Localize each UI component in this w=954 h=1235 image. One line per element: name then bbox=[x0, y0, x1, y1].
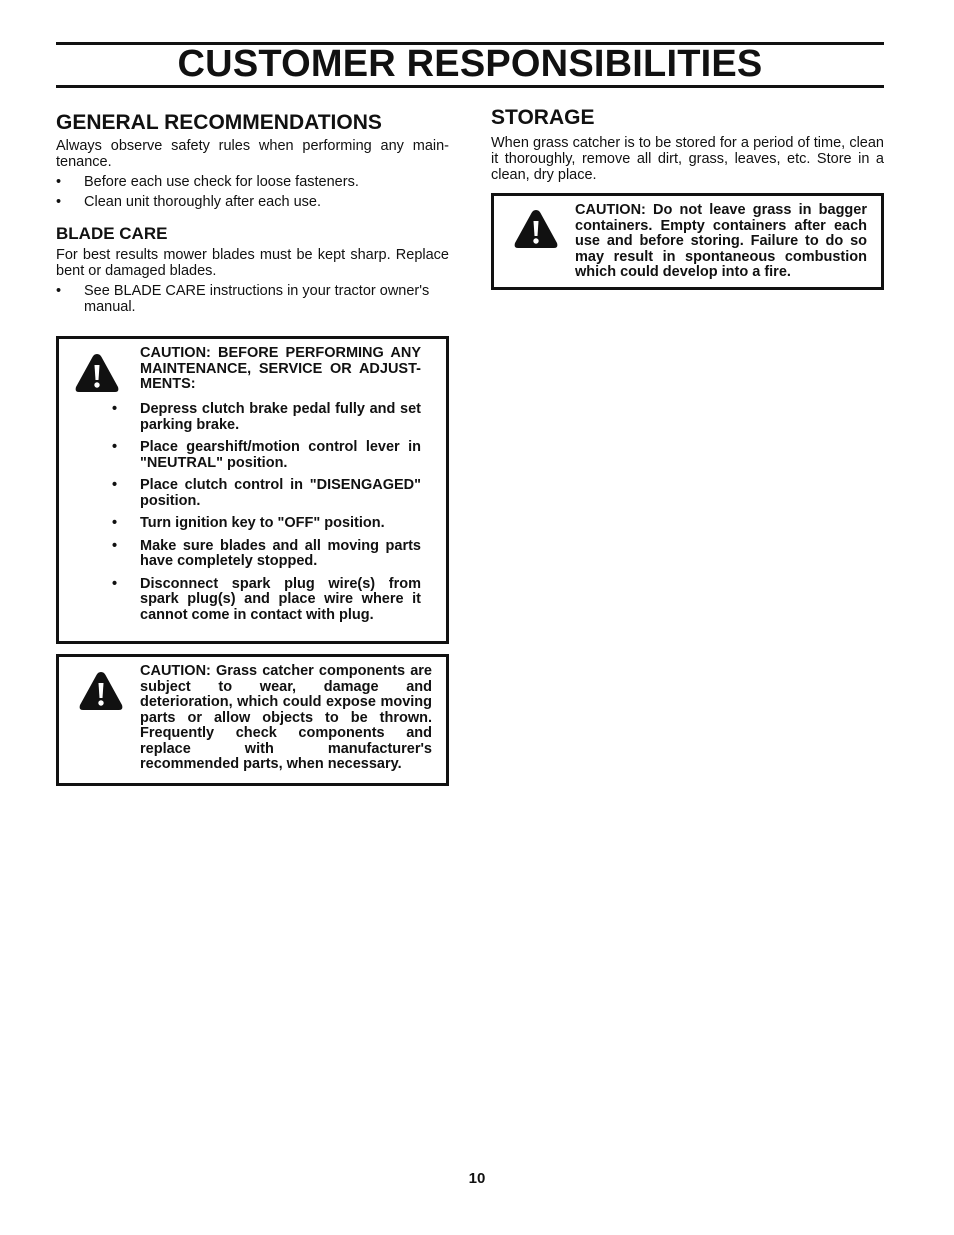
caution-heading: CAUTION: BEFORE PERFORMING ANY MAINTENANCE, SERVICE OR ADJUST-MENTS: bbox=[140, 345, 421, 392]
caution-text bbox=[575, 203, 867, 281]
caution-components-text: CAUTION: Grass catcher components are subject to wear, damage and deterioration, which could expose moving parts or allow objects to be thrown. Frequently check components and replace with manufacturer's recommended parts, when necessary. bbox=[140, 663, 432, 772]
caution-text bbox=[140, 664, 432, 773]
list-item: • Depress clutch brake pedal fully and set parking brake. bbox=[112, 401, 421, 433]
list-item: • Make sure blades and all moving parts have completely stopped. bbox=[112, 537, 421, 569]
warning-triangle-icon bbox=[78, 670, 124, 712]
list-item: • See BLADE CARE instructions in your tractor owner's manual. bbox=[56, 283, 430, 315]
list-item: • Turn ignition key to "OFF" position. bbox=[112, 515, 385, 531]
caution-list bbox=[112, 395, 421, 623]
list-item: • Before each use check for loose fasteners. bbox=[56, 174, 359, 190]
caution-text bbox=[140, 346, 421, 393]
caution-box-components bbox=[56, 654, 449, 786]
caution-box-maintenance bbox=[56, 336, 449, 644]
blade-care-bullets bbox=[56, 283, 449, 315]
general-recommendations-heading: GENERAL RECOMMENDATIONS bbox=[56, 111, 382, 134]
title-rule-bottom bbox=[56, 85, 884, 88]
general-bullets bbox=[56, 174, 449, 210]
caution-storage-text: CAUTION: Do not leave grass in bagger containers. Empty containers after each use and before storing. Failure to do so may result in spontaneous combustion which could develop into a fire. bbox=[575, 202, 867, 280]
page-title: CUSTOMER RESPONSIBILITIES bbox=[177, 43, 763, 85]
warning-triangle-icon bbox=[513, 208, 559, 250]
blade-care-heading: BLADE CARE bbox=[56, 224, 168, 243]
right-column bbox=[491, 105, 884, 183]
list-item: • Place clutch control in "DISENGAGED" position. bbox=[112, 477, 421, 509]
list-item: • Disconnect spark plug wire(s) from spark plug(s) and place wire where it cannot come in contact with plug. bbox=[112, 575, 421, 623]
page-number: 10 bbox=[468, 1170, 486, 1187]
list-item: • Clean unit thoroughly after each use. bbox=[56, 194, 321, 210]
caution-box-storage bbox=[491, 193, 884, 290]
blade-care-text: For best results mower blades must be kept sharp. Replace bent or damaged blades. bbox=[56, 247, 449, 279]
left-column bbox=[56, 110, 449, 315]
general-intro: Always observe safety rules when performing any main-tenance. bbox=[56, 138, 449, 170]
warning-triangle-icon bbox=[74, 352, 120, 394]
storage-heading: STORAGE bbox=[491, 106, 595, 129]
storage-text: When grass catcher is to be stored for a period of time, clean it thoroughly, remove all dirt, grass, leaves, etc. Store in a clean, dry place. bbox=[491, 135, 884, 183]
list-item: • Place gearshift/motion control lever in "NEUTRAL" position. bbox=[112, 439, 421, 471]
